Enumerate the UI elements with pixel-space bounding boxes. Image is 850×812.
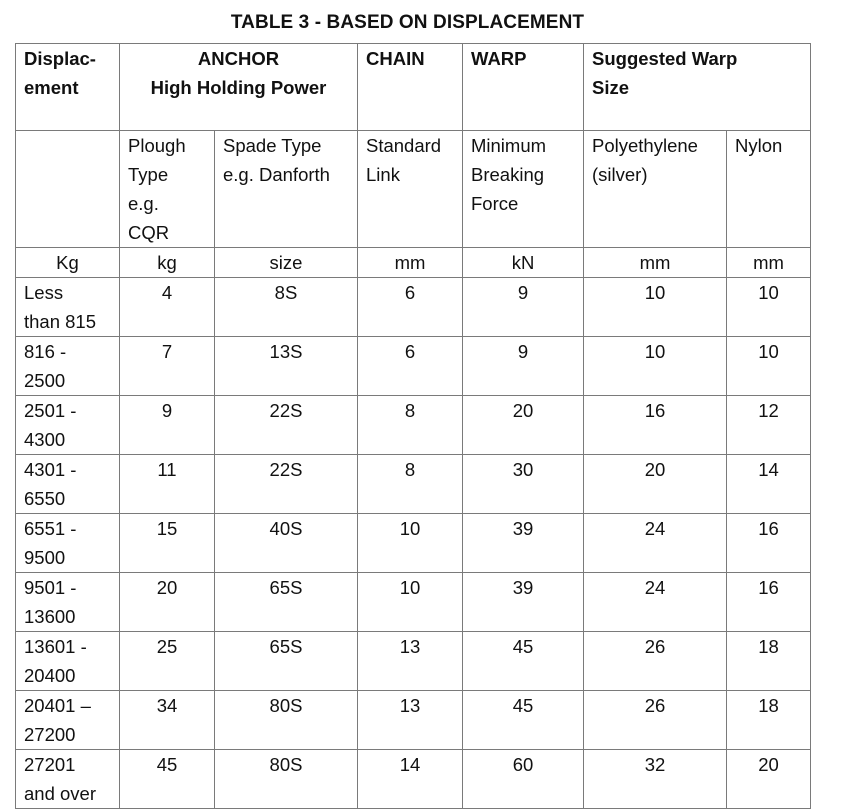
header-suggested-warp-size [584,44,811,131]
displacement-cell [16,750,120,809]
displacement-text: 27200 [24,724,76,745]
header-text: High Holding Power [150,77,327,98]
header-text: Standard [366,135,442,156]
header-text: e.g. Danforth [223,164,330,185]
chain-cell: 14 [358,750,463,809]
header-text: e.g. [128,193,159,214]
displacement-text: 13600 [24,606,76,627]
unit-cell: mm [584,248,727,278]
plough-anchor-cell: 45 [120,750,215,809]
chain-cell: 13 [358,691,463,750]
warp-force-cell: 30 [463,455,584,514]
table-row [16,396,811,455]
header-chain [358,44,463,131]
header-text: Minimum [471,135,547,156]
warp-force-cell: 39 [463,573,584,632]
table-row [16,750,811,809]
header-text: Breaking [471,164,545,185]
header-text: (silver) [592,164,648,185]
chain-cell: 8 [358,455,463,514]
table-row [16,514,811,573]
warp-force-cell: 45 [463,632,584,691]
displacement-text: 2500 [24,370,66,391]
nylon-cell: 14 [727,455,811,514]
header-anchor [120,44,358,131]
displacement-text: 20400 [24,665,76,686]
displacement-text: 4301 - [24,459,77,480]
header-text: Spade Type [223,135,322,156]
spade-anchor-cell: 13S [215,337,358,396]
spade-anchor-cell: 65S [215,573,358,632]
header-text: CQR [128,222,170,243]
polyethylene-cell: 16 [584,396,727,455]
polyethylene-cell: 24 [584,514,727,573]
header-text: Polyethylene [592,135,698,156]
header-text: CHAIN [366,48,425,69]
polyethylene-cell: 26 [584,632,727,691]
units-row [16,248,811,278]
spade-anchor-cell: 80S [215,750,358,809]
warp-force-cell: 20 [463,396,584,455]
chain-cell: 13 [358,632,463,691]
displacement-cell [16,455,120,514]
displacement-cell [16,396,120,455]
header-text: ANCHOR [197,48,280,69]
unit-cell: size [215,248,358,278]
table-row [16,455,811,514]
header-nylon [727,131,811,248]
header-standard-link [358,131,463,248]
header-text: Force [471,193,519,214]
chain-cell: 10 [358,573,463,632]
plough-anchor-cell: 7 [120,337,215,396]
header-text: WARP [471,48,527,69]
table-row [16,691,811,750]
header-spade-type [215,131,358,248]
plough-anchor-cell: 4 [120,278,215,337]
chain-cell: 6 [358,278,463,337]
displacement-cell [16,632,120,691]
plough-anchor-cell: 9 [120,396,215,455]
table-title: TABLE 3 - BASED ON DISPLACEMENT [230,12,585,33]
table-row [16,632,811,691]
header-plough-type [120,131,215,248]
displacement-text: 2501 - [24,400,77,421]
displacement-text: 6550 [24,488,66,509]
unit-cell: mm [727,248,811,278]
nylon-cell: 16 [727,573,811,632]
header-text: Displac- [24,48,96,69]
unit-cell: Kg [16,248,120,278]
displacement-text: than 815 [24,311,97,332]
header-row-types [16,131,811,248]
nylon-cell: 20 [727,750,811,809]
nylon-cell: 16 [727,514,811,573]
displacement-text: 13601 - [24,636,87,657]
table-row [16,278,811,337]
chain-cell: 6 [358,337,463,396]
polyethylene-cell: 24 [584,573,727,632]
spade-anchor-cell: 80S [215,691,358,750]
chain-cell: 8 [358,396,463,455]
nylon-cell: 10 [727,278,811,337]
header-row-groups [16,44,811,131]
header-warp [463,44,584,131]
nylon-cell: 10 [727,337,811,396]
table-row [16,573,811,632]
displacement-text: 6551 - [24,518,77,539]
warp-force-cell: 60 [463,750,584,809]
header-text: Plough [128,135,186,156]
unit-cell: kN [463,248,584,278]
header-text: Link [366,164,400,185]
polyethylene-cell: 20 [584,455,727,514]
spade-anchor-cell: 22S [215,455,358,514]
displacement-text: 20401 – [24,695,91,716]
polyethylene-cell: 26 [584,691,727,750]
displacement-text: 9500 [24,547,66,568]
displacement-text: and over [24,783,96,804]
plough-anchor-cell: 11 [120,455,215,514]
spade-anchor-cell: 65S [215,632,358,691]
table-row [16,337,811,396]
header-min-breaking-force [463,131,584,248]
header-text: Suggested Warp [592,48,738,69]
chain-cell: 10 [358,514,463,573]
plough-anchor-cell: 25 [120,632,215,691]
displacement-cell [16,337,120,396]
warp-force-cell: 39 [463,514,584,573]
plough-anchor-cell: 34 [120,691,215,750]
polyethylene-cell: 10 [584,278,727,337]
displacement-text: 4300 [24,429,66,450]
header-text: Type [128,164,169,185]
polyethylene-cell: 10 [584,337,727,396]
displacement-text: Less [24,282,64,303]
displacement-text: 816 - [24,341,67,362]
displacement-text: 9501 - [24,577,77,598]
unit-cell: mm [358,248,463,278]
header-empty [16,131,120,248]
spade-anchor-cell: 8S [215,278,358,337]
displacement-cell [16,573,120,632]
unit-cell: kg [120,248,215,278]
warp-force-cell: 45 [463,691,584,750]
header-polyethylene [584,131,727,248]
displacement-table [15,43,811,809]
plough-anchor-cell: 20 [120,573,215,632]
header-displacement [16,44,120,131]
spade-anchor-cell: 40S [215,514,358,573]
header-text: Size [592,77,630,98]
header-text: ement [24,77,79,98]
spade-anchor-cell: 22S [215,396,358,455]
warp-force-cell: 9 [463,278,584,337]
nylon-cell: 12 [727,396,811,455]
displacement-text: 27201 [24,754,76,775]
header-text: Nylon [735,135,783,156]
plough-anchor-cell: 15 [120,514,215,573]
nylon-cell: 18 [727,691,811,750]
displacement-cell [16,278,120,337]
nylon-cell: 18 [727,632,811,691]
polyethylene-cell: 32 [584,750,727,809]
displacement-cell [16,514,120,573]
warp-force-cell: 9 [463,337,584,396]
displacement-cell [16,691,120,750]
